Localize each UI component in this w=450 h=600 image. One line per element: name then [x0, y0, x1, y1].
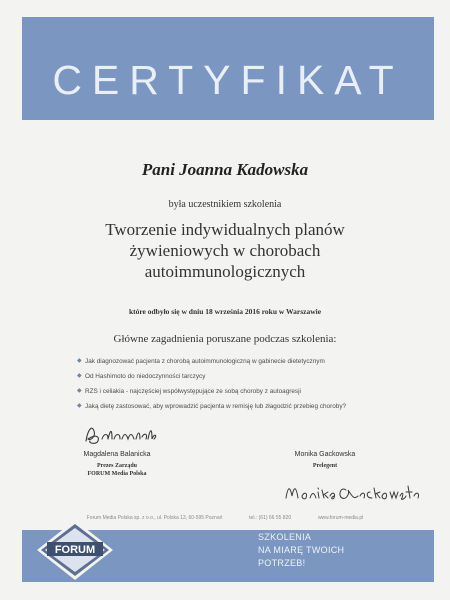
- signature-balanicka-image: [82, 421, 162, 449]
- signer-name-left: Magdalena Balanicka: [83, 451, 151, 458]
- slogan-line: POTRZEB!: [258, 558, 306, 568]
- signature-gackowska-image: [282, 480, 422, 504]
- topic-item: [77, 387, 387, 396]
- topics-heading: Główne zagadnienia poruszane podczas szkolenia:: [113, 333, 337, 345]
- course-title-line: autoimmunologicznych: [144, 262, 306, 281]
- bullet-icon: ◆: [77, 373, 82, 379]
- topic-text: RZS i celiakia - najczęściej współwystępujące ze sobą choroby z autoagresji: [85, 388, 301, 395]
- signer-role-right: Prelegent: [312, 463, 338, 469]
- footer-phone: tel.: (61) 66 55 820: [249, 515, 292, 521]
- signer-role-line: Prezes Zarządu: [96, 463, 138, 469]
- bullet-icon: ◆: [77, 388, 82, 394]
- topics-list: [77, 357, 387, 417]
- event-info: które odbyło się w dniu 18 września 2016 roku w Warszawie: [128, 307, 322, 316]
- topic-item: [77, 402, 387, 411]
- recipient-name: Pani Joanna Kadowska: [141, 160, 309, 179]
- footer-website[interactable]: www.forum-media.pl: [317, 515, 364, 521]
- slogan-line: NA MIARĘ TWOICH: [258, 545, 345, 555]
- signer-role-line: FORUM Media Polska: [87, 471, 147, 477]
- topic-item: [77, 372, 387, 381]
- participant-text: była uczestnikiem szkolenia: [168, 199, 282, 210]
- bullet-icon: ◆: [77, 403, 82, 409]
- header-banner: [22, 17, 434, 120]
- course-title-line: żywieniowych w chorobach: [129, 241, 321, 260]
- topic-text: Jaką dietę zastosować, aby wprowadzić pacjenta w remisję lub złagodzić przebieg choroby?: [85, 403, 347, 410]
- topic-text: Jak diagnozować pacjenta z chorobą autoimmunologiczną w gabinecie dietetycznym: [85, 358, 325, 365]
- certificate-title: CERTYFIKAT: [52, 57, 404, 103]
- logo-text: FORUM: [54, 544, 96, 556]
- topic-text: Od Hashimoto do niedoczynności tarczycy: [85, 373, 206, 380]
- signer-name-right: Monika Gackowska: [294, 451, 356, 458]
- forum-logo: [35, 518, 115, 580]
- topic-item: [77, 357, 387, 366]
- footer-address: Forum Media Polska sp. z o.o., ul. Polska 13, 60-595 Poznań: [86, 515, 223, 521]
- slogan-line: SZKOLENIA: [258, 532, 312, 542]
- footer-slogan: [258, 531, 344, 570]
- bullet-icon: ◆: [77, 358, 82, 364]
- course-title-line: Tworzenie indywidualnych planów: [105, 220, 345, 239]
- signer-role-left: [62, 462, 172, 478]
- course-title: [0, 219, 450, 282]
